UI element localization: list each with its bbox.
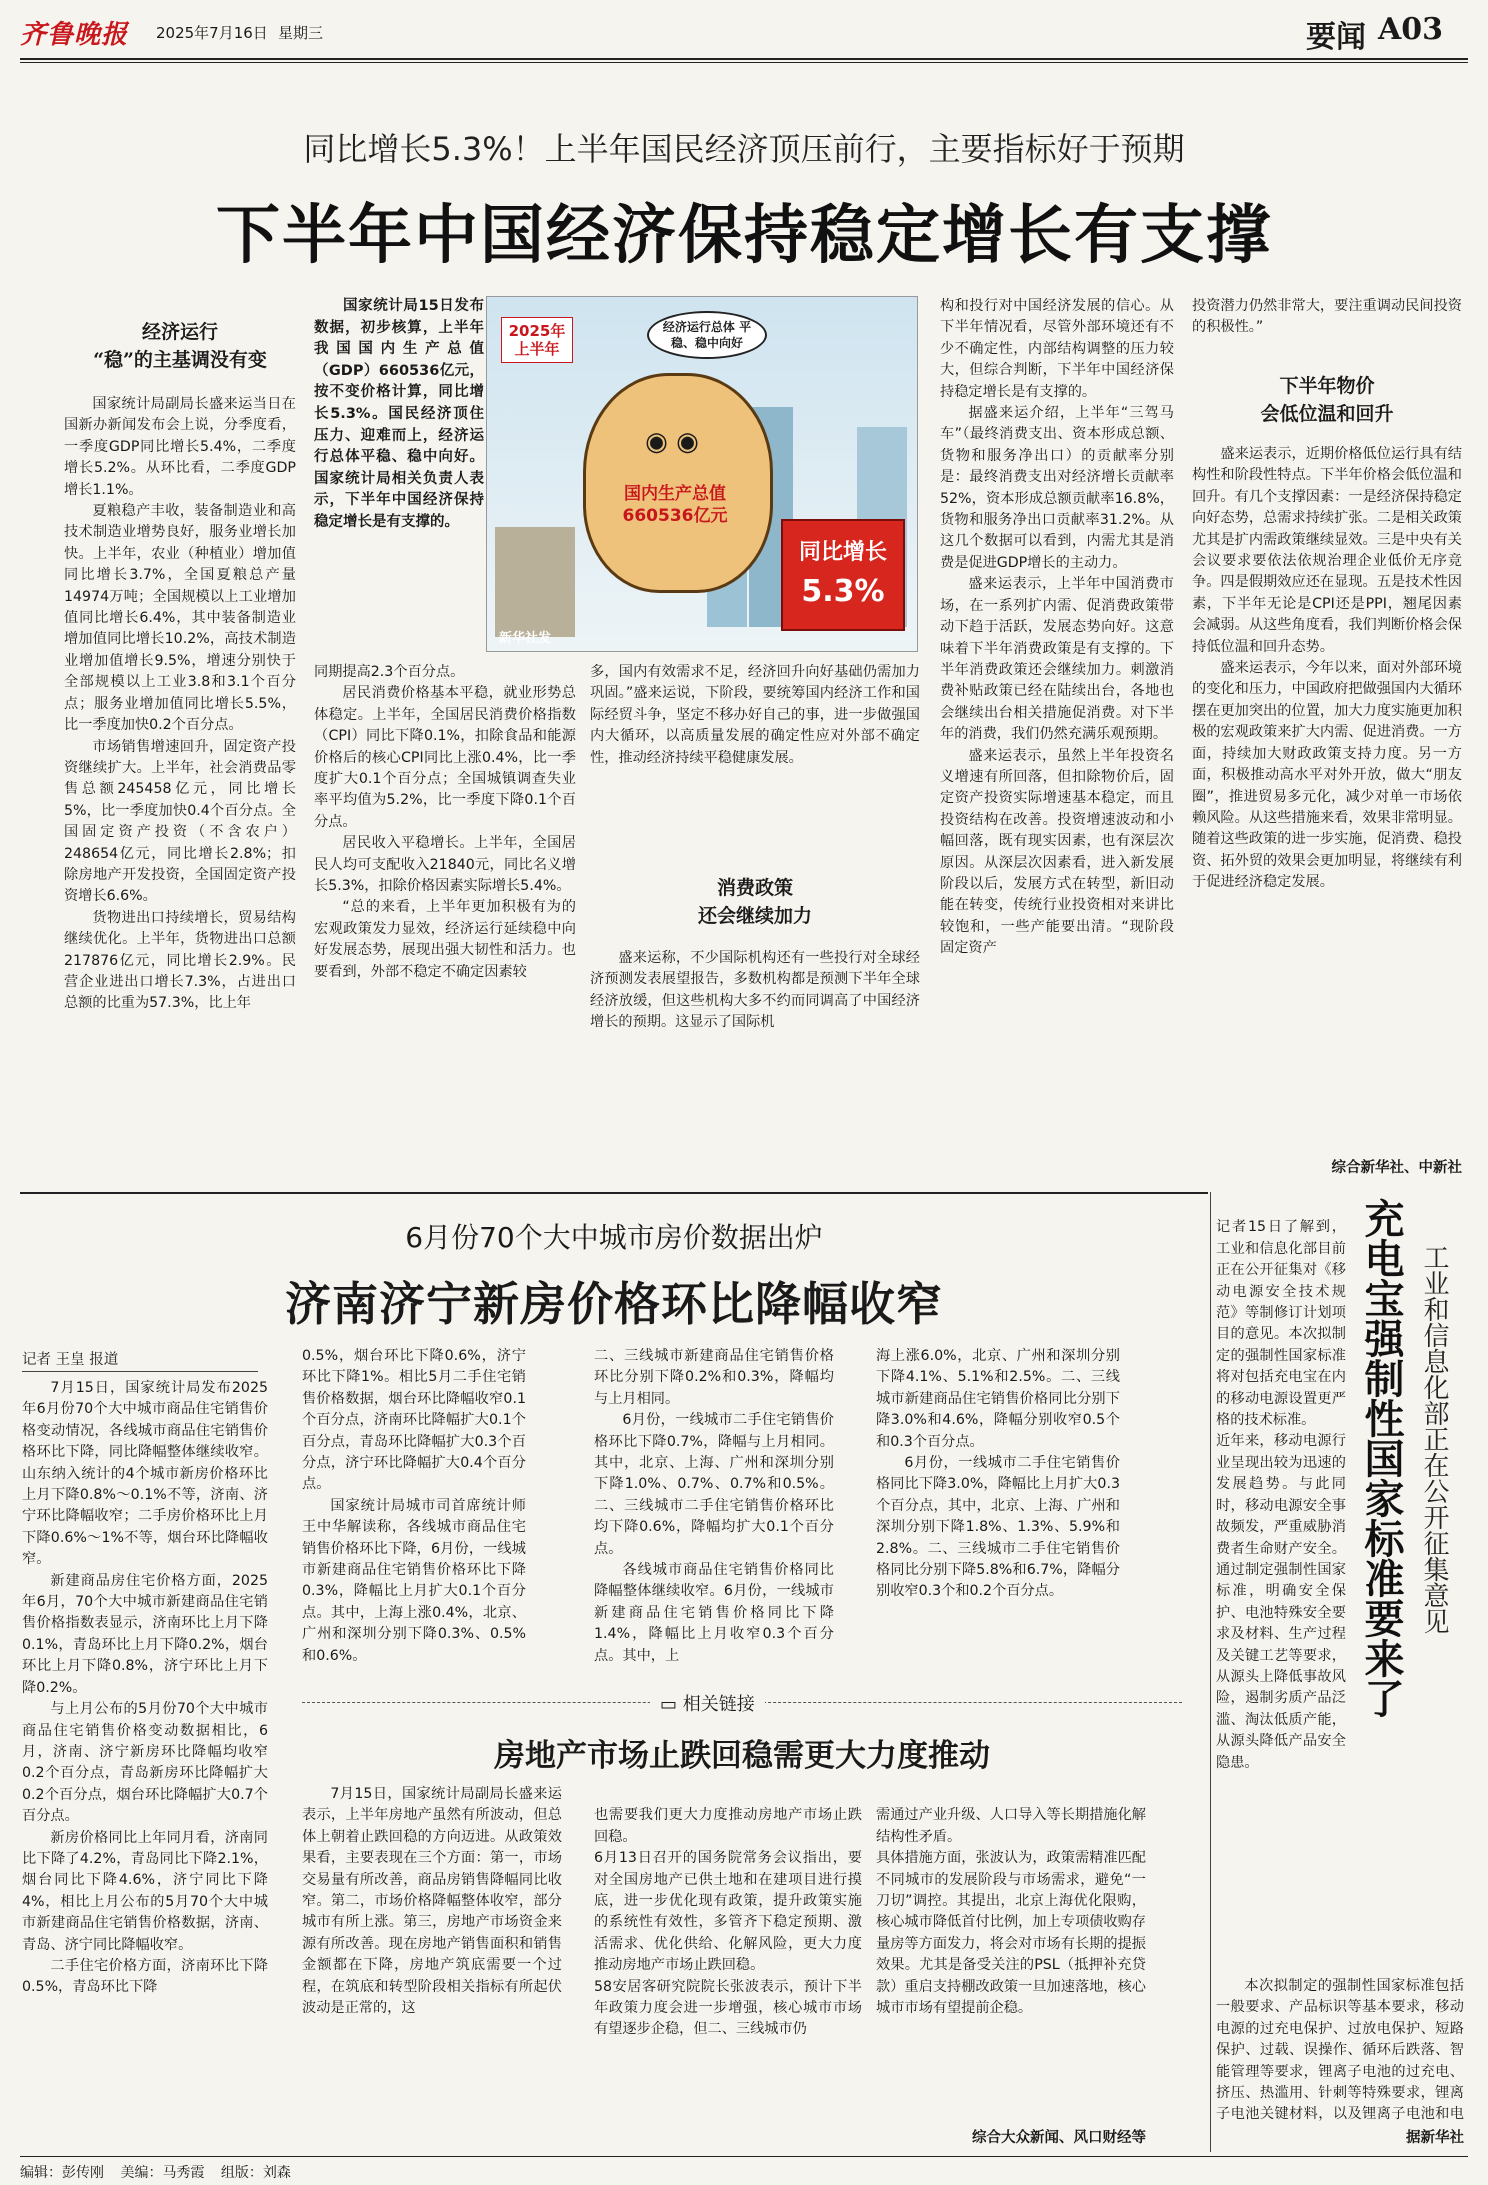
related-col3-para: 需通过产业升级、人口导入等长期措施化解结构性矛盾。 具体措施方面，张波认为，政策需精准匹配不同城市的发展阶段与市场需求，避免“一刀切”调控。其提出，北京上海优化限购，核心城市降低首付比例，加上专项债收购存量房等方面发力，将会对市场有长期的提振效果。尤其是备受关注的PSL（抵押补充贷款）重启支持棚改政策一旦加速落地，核心城市市场有望提前企稳。: [876, 1807, 1146, 2017]
related-col1-para: 7月15日，国家统计局副局长盛来运表示，上半年房地产虽然有所波动，但总体上朝着止跌回稳的方向迈进。从政策效果看，主要表现在三个方面：第一，市场交易量有所改善，商品房销售降幅同比收窄。第二，市场价格降幅整体收窄，部分城市有所上涨。第三，房地产市场资金来源有所改善。现在房地产销售面积和销售金额都在下降，房地产筑底需要一个过程，在筑底和转型阶段相关指标有所起伏波动是正常的，这: [302, 1786, 562, 2017]
lead-col4-para: 据盛来运介绍，上半年“三驾马车”（最终消费支出、资本形成总额、货物和服务净出口）的贡献率分别是：最终消费支出对经济增长贡献率52%，资本形成总额贡献率16.8%，货物和服务净出口贡献率31.2%。从这几个数据可以看到，内需尤其是消费是促进GDP增长的主动力。: [940, 405, 1174, 571]
year-tag-text: 2025年 上半年: [508, 322, 566, 358]
lead-subhead-3-line1: 下半年物价: [1279, 375, 1375, 397]
power-narrow-para: 记者15日了解到，工业和信息化部目前正在公开征集对《移动电源安全技术规范》等制修订计划项目的意见。本次拟制定的强制性国家标准将对包括充电宝在内的移动电源设置更严格的技术标准。 近年来，移动电源行业呈现出较为迅速的发展趋势。与此同时，移动电源安全事故频发，严重威胁消费者生命财产安全。通过制定强制性国家标准，明确安全保护、电池特殊安全要求及材料、生产过程及关键工艺等要求，从源头上降低事故风险，遏制劣质产品泛滥、淘汰低质产能，从源头降低产品安全隐患。: [1216, 1219, 1346, 1771]
masthead: [20, 12, 1468, 56]
housing-column-2: [302, 1346, 526, 1678]
lead-col3-para: 多，国内有效需求不足，经济回升向好基础仍需加力巩固。”盛来运说，下阶段，要统筹国内经济工作和国际经贸斗争，坚定不移办好自己的事，进一步做强国内大循环，以高质量发展的确定性应对外部不确定性，推动经济持续平稳健康发展。: [590, 664, 920, 766]
lead-subhead-2: [590, 874, 920, 930]
lead-col1-para: 夏粮稳产丰收，装备制造业和高技术制造业增势良好，服务业增长加快。上半年，农业（种植业）增加值同比增长3.7%，全国夏粮总产量14974万吨；全国规模以上工业增加值同比增长6.4%，其中装备制造业增加值同比增长10.2%，高技术制造业增加值增长9.5%，增速分别快于全部规模以上工业3.8和3.1个百分点；服务业增加值同比增长5.5%，比一季度加快0.2个百分点。: [64, 503, 296, 734]
lead-col1-para: 国家统计局副局长盛来运当日在国新办新闻发布会上说，分季度看，一季度GDP同比增长5.4%，二季度增长5.2%。从环比看，二季度GDP增长1.1%。: [64, 396, 296, 498]
section-name: 要闻: [1306, 20, 1366, 55]
masthead-rule-thin: [20, 62, 1468, 63]
lead-intro: [314, 296, 484, 648]
bag-label-text: 国内生产总值 660536亿元: [622, 484, 728, 526]
lead-subhead-2-line2: 还会继续加力: [697, 905, 812, 927]
housing-col1-para: 新房价格同比上年同月看，济南同比下降了4.2%，青岛同比下降2.1%，烟台同比下降4.6%，济宁同比下降4%，相比上月公布的5月70个大中城市新建商品住宅销售价格数据，济南、青岛、济宁同比降幅收窄。: [22, 1829, 268, 1953]
bag-label: [605, 483, 745, 527]
housing-column-3: [594, 1346, 834, 1678]
lead-intro-text: 国家统计局15日发布数据，初步核算，上半年我国国内生产总值（GDP）660536亿元，按不变价格计算，同比增长5.3%。国民经济顶住压力、迎难而上，经济运行总体平稳、稳中向好。国家统计局相关负责人表示，下半年中国经济保持稳定增长是有支撑的。: [314, 298, 484, 530]
housing-col1-para: 二手住宅价格方面，济南环比下降0.5%，青岛环比下降: [22, 1957, 268, 1996]
housing-col3-para: 各线城市商品住宅销售价格同比降幅整体继续收窄。6月份，一线城市新建商品住宅销售价格同比下降1.4%，降幅比上月收窄0.3个百分点。其中，上: [594, 1562, 834, 1664]
related-column-3: [876, 1784, 1146, 2128]
lead-col2-para: “总的来看，上半年更加积极有为的宏观政策发力显效，经济运行延续稳中向好发展态势，展现出强大韧性和活力。也要看到，外部不稳定不确定因素较: [314, 899, 576, 980]
lead-col1-para: 货物进出口持续增长，贸易结构继续优化。上半年，货物进出口总额217876亿元，同比增长2.9%。民营企业进出口增长7.3%，占进出口总额的比重为57.3%，比上年: [64, 909, 296, 1012]
power-wide-para: 本次拟制定的强制性国家标准包括一般要求、产品标识等基本要求，移动电源的过充电保护、过放电保护、短路保护、过载、误操作、循环后跌落、智能管理等要求，锂离子电池的过充电、挤压、热滥用、针刺等特殊要求，锂离子电池关键材料，以及锂离子电池和电: [1216, 1978, 1464, 2123]
lead-subhead-3-line2: 会低位温和回升: [1260, 403, 1394, 425]
related-column-2: [594, 1784, 862, 2152]
lead-col4-para: 盛来运表示，上半年中国消费市场，在一系列扩内需、促消费政策带动下趋于活跃，发展态势向好。这意味着下半年消费政策是有支撑的。下半年消费政策还会继续加力。刺激消费补贴政策已经在陆续出台，各地也会继续出台相关措施促消费。对下半年的消费，我们仍然充满乐观预期。: [940, 576, 1174, 743]
lead-col2-para: 居民收入平稳增长。上半年，全国居民人均可支配收入21840元，同比名义增长5.3%，扣除价格因素实际增长5.4%。: [314, 835, 576, 895]
growth-label: 同比增长: [798, 540, 887, 565]
lead-col4-para: 盛来运表示，虽然上半年投资名义增速有所回落，但扣除物价后，固定资产投资实际增速基本稳定，而且投资结构在改善。投资增速波动和小幅回落，既有现实因素，也有深层次原因。从深层次因素看，进入新发展阶段以后，发展方式在转型，新旧动能在转变，传统行业投资相对来讲比较饱和，一些产能要出清。“现阶段固定资产: [940, 747, 1174, 957]
lead-col4-para: 构和投行对中国经济发展的信心。从下半年情况看，尽管外部环境还有不少不确定性，内部结构调整的压力较大，但综合判断，下半年中国经济保持稳定增长是有支撑的。: [940, 298, 1174, 400]
housing-headline: 济南济宁新房价格环比降幅收窄: [285, 1277, 943, 1331]
section-divider: [20, 1192, 1208, 1194]
newspaper-logo: 齐鲁晚报: [20, 20, 129, 50]
related-link-label: 相关链接: [682, 1694, 755, 1715]
power-narrow-column: [1216, 1196, 1346, 1964]
lead-column-3: [590, 662, 920, 862]
power-byline: 据新华社: [1406, 2130, 1464, 2146]
lead-col3-para: 盛来运称，不少国际机构还有一些投行对全球经济预测发表展望报告，多数机构都是预测下半年全球经济放缓，但这些机构大多不约而同调高了中国经济增长的预期。这显示了国际机: [590, 950, 920, 1031]
footer-editor: 编辑：彭传刚: [20, 2165, 104, 2181]
lead-column-5: [1192, 444, 1462, 1152]
related-link-icon: ▭: [660, 1694, 678, 1715]
footer-rule: [20, 2156, 1468, 2157]
footer-designer: 美编：马秀霞: [120, 2165, 205, 2181]
power-kicker: 工业和信息化部正在公开征集意见: [1419, 1244, 1449, 1634]
related-headline: 房地产市场止跌回稳需更大力度推动: [494, 1738, 990, 1774]
housing-kicker: 6月份70个大中城市房价数据出炉: [405, 1221, 823, 1254]
housing-reporter: 记者 王皇 报道: [22, 1348, 258, 1372]
housing-col2-para: 国家统计局城市司首席统计师王中华解读称，各线城市商品住宅销售价格环比下降，6月份，一线城市新建商品住宅销售价格环比下降0.3%，降幅比上月扩大0.1个百分点。其中，上海上涨0.4%，北京、广州和深圳分别下降0.3%、0.5%和0.6%。: [302, 1497, 526, 1664]
growth-sign: [781, 519, 905, 631]
housing-col1-para: 与上月公布的5月份70个大中城市商品住宅销售价格变动数据相比，6月，济南、济宁新房环比降幅均收窄0.2个百分点，青岛新房环比降幅扩大0.2个百分点，烟台环比降幅扩大0.7个百分点。: [22, 1701, 268, 1825]
issue-weekday: 星期三: [278, 24, 324, 42]
lead-col2-para: 同期提高2.3个百分点。: [314, 664, 465, 680]
cartoon-illustration: [486, 296, 918, 652]
speech-bubble: [647, 311, 767, 359]
footer-credits: [20, 2162, 291, 2182]
lead-kicker: 同比增长5.3%！上半年国民经济顶压前行，主要指标好于预期: [303, 130, 1185, 168]
related-col2-para: 也需要我们更大力度推动房地产市场止跌回稳。 6月13日召开的国务院常务会议指出，要对全国房地产已供土地和在建项目进行摸底，进一步优化现有政策，提升政策实施的系统性有效性，多管齐下稳定预期、激活需求、优化供给、化解风险，更大力度推动房地产市场止跌回稳。 58安居客研究院院长张波表示，预计下半年政策力度会进一步增强，核心城市市场有望逐步企稳，但二、三线城市仍: [594, 1807, 862, 2038]
lead-column-5-top: [1192, 296, 1462, 362]
lead-headline: 下半年中国经济保持稳定增长有支撑: [216, 198, 1272, 273]
housing-col4-para: 海上涨6.0%，北京、广州和深圳分别下降4.1%、5.1%和2.5%。二、三线城市新建商品住宅销售价格同比分别下降3.0%和4.6%，降幅分别收窄0.5个和0.3个百分点。: [876, 1348, 1120, 1450]
lead-subhead-1: [64, 318, 296, 374]
related-link-tag: [650, 1690, 765, 1716]
lead-col5-para: 盛来运表示，近期价格低位运行具有结构性和阶段性特点。下半年价格会低位温和回升。有几个支撑因素：一是经济保持稳定向好态势，总需求持续扩张。二是相关政策尤其是扩内需政策继续显效。三是中央有关会议要求要依法依规治理企业低价无序竞争。四是假期效应还在显现。五是技术性因素，下半年无论是CPI还是PPI，翘尾因素会减弱。从这些角度看，我们判断价格会保持低位温和回升态势。: [1192, 446, 1462, 655]
issue-date: 2025年7月16日: [156, 24, 268, 42]
power-headline: 充电宝强制性国家标准要来了: [1358, 1198, 1405, 1718]
lead-col5-para: 盛来运表示，今年以来，面对外部环境的变化和压力，中国政府把做强国内大循环摆在更加突出的位置，加大力度实施更加积极的宏观政策来扩大内需、促进消费。一方面，持续加大财政政策支持力度。另一方面，积极推动高水平对外开放，做大“朋友圈”，推进贸易多元化，减少对单一市场依赖风险。从这些措施来看，效果非常明显。随着这些政策的进一步实施，促消费、稳投资、拓外贸的效果会更加明显，将继续有利于促进经济稳定发展。: [1192, 660, 1462, 891]
housing-col3-para: 二、三线城市新建商品住宅销售价格环比分别下降0.2%和0.3%，降幅均与上月相同。: [594, 1348, 834, 1407]
lead-column-2: [314, 662, 576, 1180]
lead-col2-para: 居民消费价格基本平稳，就业形势总体稳定。上半年，全国居民消费价格指数（CPI）同比下降0.1%，扣除食品和能源价格后的核心CPI同比上涨0.4%，比一季度扩大0.1个百分点；全国城镇调查失业率平均值为5.2%，比一季度下降0.1个百分点。: [314, 685, 576, 830]
lead-column-1: [64, 394, 296, 1179]
vertical-divider: [1210, 1192, 1211, 2152]
housing-col1-para: 新建商品房住宅价格方面，2025年6月，70个大中城市新建商品住宅销售价格指数表显示，济南环比上月下降0.1%，青岛环比上月下降0.2%，烟台环比上月下降0.8%，济宁环比上月下降0.2%。: [22, 1572, 268, 1696]
lead-byline: 综合新华社、中新社: [1331, 1160, 1462, 1176]
speech-bubble-text: 经济运行总体 平稳、稳中向好: [662, 320, 752, 350]
page-number: A03: [1378, 12, 1444, 47]
growth-value: 5.3%: [801, 574, 885, 609]
lead-column-4: [940, 296, 1174, 1180]
housing-col2-para: 0.5%，烟台环比下降0.6%，济宁环比下降1%。相比5月二手住宅销售价格数据，烟台环比降幅收窄0.1个百分点，济南环比降幅扩大0.1个百分点，青岛环比降幅扩大0.3个百分点，济宁环比降幅扩大0.4个百分点。: [302, 1348, 526, 1493]
housing-column-1: [22, 1378, 268, 2152]
lead-col5-para: 投资潜力仍然非常大，要注重调动民间投资的积极性。”: [1192, 298, 1462, 336]
power-wide-column: [1216, 1976, 1464, 2124]
housing-column-4: [876, 1346, 1120, 1678]
year-tag: [501, 317, 573, 363]
housing-col1-para: 7月15日，国家统计局发布2025年6月份70个大中城市商品住宅销售价格变动情况，各线城市商品住宅销售价格环比下降，同比降幅整体继续收窄。山东纳入统计的4个城市新房价格环比上月下降0.8%～0.1%不等，济南、济宁环比降幅收窄；二手房价格环比上月下降0.6%～1%不等，烟台环比降幅收窄。: [22, 1380, 268, 1568]
image-credit: 新华社发: [499, 631, 552, 646]
lead-subhead-3: [1192, 372, 1462, 428]
related-column-1: [302, 1784, 562, 2152]
lead-subhead-1-line2: “稳”的主基调没有变: [93, 349, 267, 371]
footer-checker: 组版：刘森: [220, 2165, 291, 2181]
lead-column-3b: [590, 948, 920, 1180]
housing-col3-para: 6月份，一线城市二手住宅销售价格环比下降0.7%，降幅与上月相同。其中，北京、上海、广州和深圳分别下降1.0%、0.7%、0.7%和0.5%。二、三线城市二手住宅销售价格环比均下降0.6%，降幅均扩大0.1个百分点。: [594, 1412, 834, 1557]
lead-subhead-2-line1: 消费政策: [716, 877, 793, 899]
lead-subhead-1-line1: 经济运行: [141, 321, 218, 343]
factory-buildings: [495, 527, 575, 637]
housing-col4-para: 6月份，一线城市二手住宅销售价格同比下降3.0%，降幅比上月扩大0.3个百分点，其中，北京、上海、广州和深圳分别下降1.8%、1.3%、5.9%和2.8%。二、三线城市二手住宅销售价格同比分别下降5.8%和6.7%，降幅分别收窄0.3个和0.2个百分点。: [876, 1455, 1120, 1600]
bag-face: ◉ ◉: [645, 427, 699, 457]
related-byline: 综合大众新闻、风口财经等: [972, 2130, 1146, 2146]
masthead-rule: [20, 58, 1468, 60]
lead-col1-para: 市场销售增速回升，固定资产投资继续扩大。上半年，社会消费品零售总额245458亿元，同比增长5%，比一季度加快0.4个百分点。全国固定资产投资（不含农户）248654亿元，同比增长2.8%；扣除房地产开发投资，全国固定资产投资增长6.6%。: [64, 738, 296, 905]
